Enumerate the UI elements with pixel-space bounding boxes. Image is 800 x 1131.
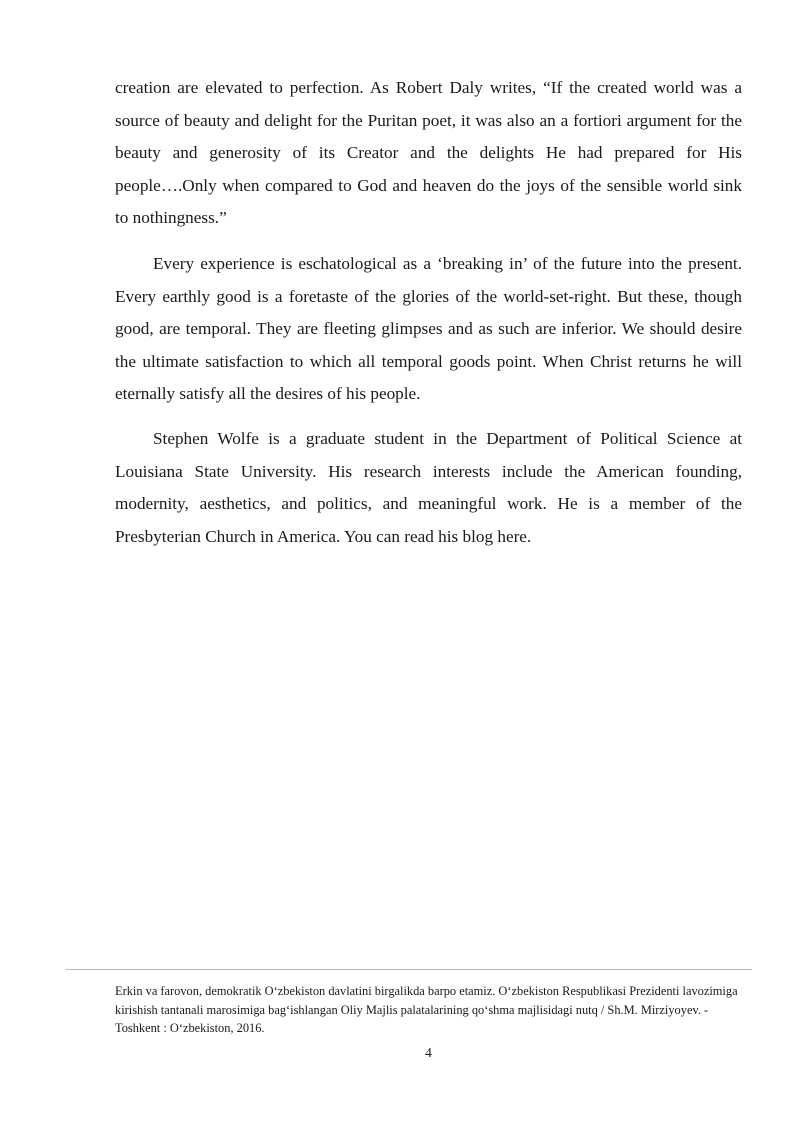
paragraph-author-bio: Stephen Wolfe is a graduate student in the Department of Political Science at Louisiana State University. His research interests include the American founding, modernity, aesthetics, and politics, and meaningful work. He is a member of the Presbyterian Church in America. You can read his blog here. — [115, 429, 742, 546]
paragraph-daly-quote: creation are elevated to perfection. As Robert Daly writes, “If the created world was a source of beauty and delight for the Puritan poet, it was also an a fortiori argument for the beauty and generosity of its Creator and the delights He had prepared for His people….Only when compared to God and heaven do the joys of the sensible world sink to nothingness.” — [115, 78, 742, 227]
footnote: Erkin va farovon, demokratik O‘zbekiston davlatini birgalikda barpo etamiz. O‘zbekiston Respublikasi Prezidenti lavozimiga kirishish tantanali marosimiga bag‘ishlangan Oliy Majlis palatalarining qo‘shma majlisidagi nutq / Sh.M. Mirziyoyev. - Toshkent : O‘zbekiston, 2016. — [115, 984, 738, 1036]
page-number: 4 — [425, 1045, 432, 1060]
footnote-separator — [66, 969, 752, 970]
paragraph-eschatological: Every experience is eschatological as a ‘breaking in’ of the future into the present. Every earthly good is a foretaste of the glories of the world-set-right. But these, though good, are temporal. They are fleeting glimpses and as such are inferior. We should desire the ultimate satisfaction to which all temporal goods point. When Christ returns he will eternally satisfy all the desires of his people. — [115, 254, 742, 403]
